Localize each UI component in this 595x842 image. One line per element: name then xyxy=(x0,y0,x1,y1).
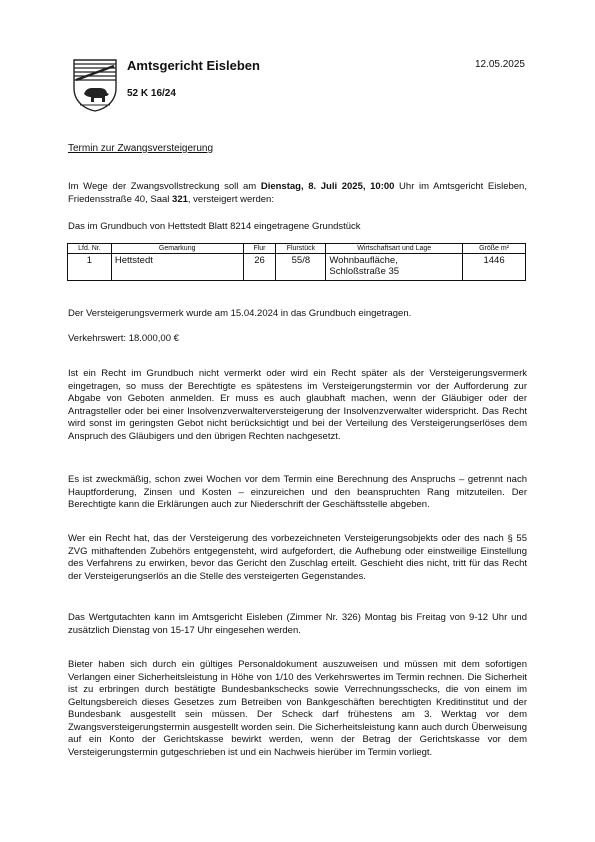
cell-flur: 26 xyxy=(243,254,276,281)
court-name: Amtsgericht Eisleben xyxy=(127,58,260,73)
intro-text-2: Uhr im Amtsgericht Eisleben, Friedensstraße 40, Saal xyxy=(68,181,527,205)
paragraph-rights: Ist ein Recht im Grundbuch nicht vermerkt oder wird ein Recht später als der Versteigerungsvermerk eingetragen, so muss der Berechtigte es spätestens im Versteigerungstermin vor der Aufforderung zur Abgabe von Geboten anmelden. Er muss es auch glaubhaft machen, wenn der Gläubiger oder der Antragsteller oder bei einer Insolvenzverwalterversteigerung der Insolvenzverwalter widerspricht. Das Recht wird sonst im geringsten Gebot nicht berücksichtigt und bei der Verteilung des Versteigerungserlöses dem Anspruch des Gläubigers und den übrigen Rechten nachgesetzt. xyxy=(68,368,527,442)
property-table xyxy=(67,243,526,281)
file-number: 52 K 16/24 xyxy=(127,88,176,99)
col-header-flurstueck: Flurstück xyxy=(276,244,326,254)
col-header-wirtschaftsart: Wirtschaftsart und Lage xyxy=(326,244,463,254)
intro-paragraph xyxy=(68,181,527,206)
cell-wirtschaftsart xyxy=(326,254,463,281)
col-header-groesse: Größe m² xyxy=(463,244,526,254)
cell-lfd: 1 xyxy=(68,254,112,281)
table-header-row xyxy=(68,244,526,254)
cell-wirtschaftsart-line-1: Wohnbaufläche, xyxy=(329,255,398,266)
col-header-lfd: Lfd. Nr. xyxy=(68,244,112,254)
vermerk-line: Der Versteigerungsvermerk wurde am 15.04.2024 in das Grundbuch eingetragen. xyxy=(68,308,412,319)
cell-wirtschaftsart-line-2: Schloßstraße 35 xyxy=(329,266,400,277)
cell-flurstueck: 55/8 xyxy=(276,254,326,281)
document-title: Termin zur Zwangsversteigerung xyxy=(68,143,214,154)
room-number: 321 xyxy=(172,193,188,205)
table-row xyxy=(68,254,526,281)
col-header-gemarkung: Gemarkung xyxy=(111,244,243,254)
intro-text-3: , versteigert werden: xyxy=(187,193,274,205)
cell-groesse: 1446 xyxy=(463,254,526,281)
col-header-flur: Flur xyxy=(243,244,276,254)
auction-date: Dienstag, 8. Juli 2025, 10:00 xyxy=(260,181,395,192)
verkehrswert-line: Verkehrswert: 18.000,00 € xyxy=(68,333,179,344)
paragraph-security: Bieter haben sich durch ein gültiges Personaldokument auszuweisen und müssen mit dem sofortigen Verlangen einer Sicherheitsleistung in Höhe von 1/10 des Verkehrswertes im Termin rechnen. Die Sicherheit ist zu erbringen durch bestätigte Bundesbankschecks sowie Verrechnungsschecks, die von einem im Geltungsbereich dieses Gesetzes zum Betreiben von Bankgeschäften berechtigten Kreditinstitut und der Bundesbank ausgestellt sein müssen. Der Scheck darf frühestens am 3. Werktag vor dem Zwangsversteigerungstermin ausgestellt worden sein. Die Sicherheitsleistung kann auch durch Überweisung auf ein Konto der Gerichtskasse bewirkt werden, wenn der Betrag der Gerichtskasse vor dem Versteigerungstermin gutgeschrieben ist und ein Nachweis hierüber im Termin vorliegt. xyxy=(68,659,527,758)
coat-of-arms-icon xyxy=(72,58,118,112)
cell-gemarkung: Hettstedt xyxy=(111,254,243,281)
paragraph-claim-calculation: Es ist zweckmäßig, schon zwei Wochen vor dem Termin eine Berechnung des Anspruchs – getrennt nach Hauptforderung, Zinsen und Kosten – einzureichen und den beanspruchten Rang mitzuteilen. Der Berechtigte kann die Erklärungen auch zur Niederschrift der Geschäftsstelle abgeben. xyxy=(68,474,527,510)
document-date: 12.05.2025 xyxy=(474,59,525,70)
paragraph-appraisal: Das Wertgutachten kann im Amtsgericht Eisleben (Zimmer Nr. 326) Montag bis Freitag von 9-12 Uhr und zusätzlich Dienstag von 15-17 Uhr eingesehen werden. xyxy=(68,612,527,636)
grundbuch-line: Das im Grundbuch von Hettstedt Blatt 8214 eingetragene Grundstück xyxy=(68,221,361,232)
intro-text-1: Im Wege der Zwangsvollstreckung soll am xyxy=(68,181,261,192)
paragraph-opposing-rights: Wer ein Recht hat, das der Versteigerung des vorbezeichneten Versteigerungsobjekts oder des nach § 55 ZVG mithaftenden Zubehörs entgegensteht, wird aufgefordert, die Aufhebung oder einstweilige Einstellung des Verfahrens zu erwirken, bevor das Gericht den Zuschlag erteilt. Geschieht dies nicht, tritt für das Recht der Versteigerungserlös an die Stelle des versteigerten Gegenstandes. xyxy=(68,533,527,582)
